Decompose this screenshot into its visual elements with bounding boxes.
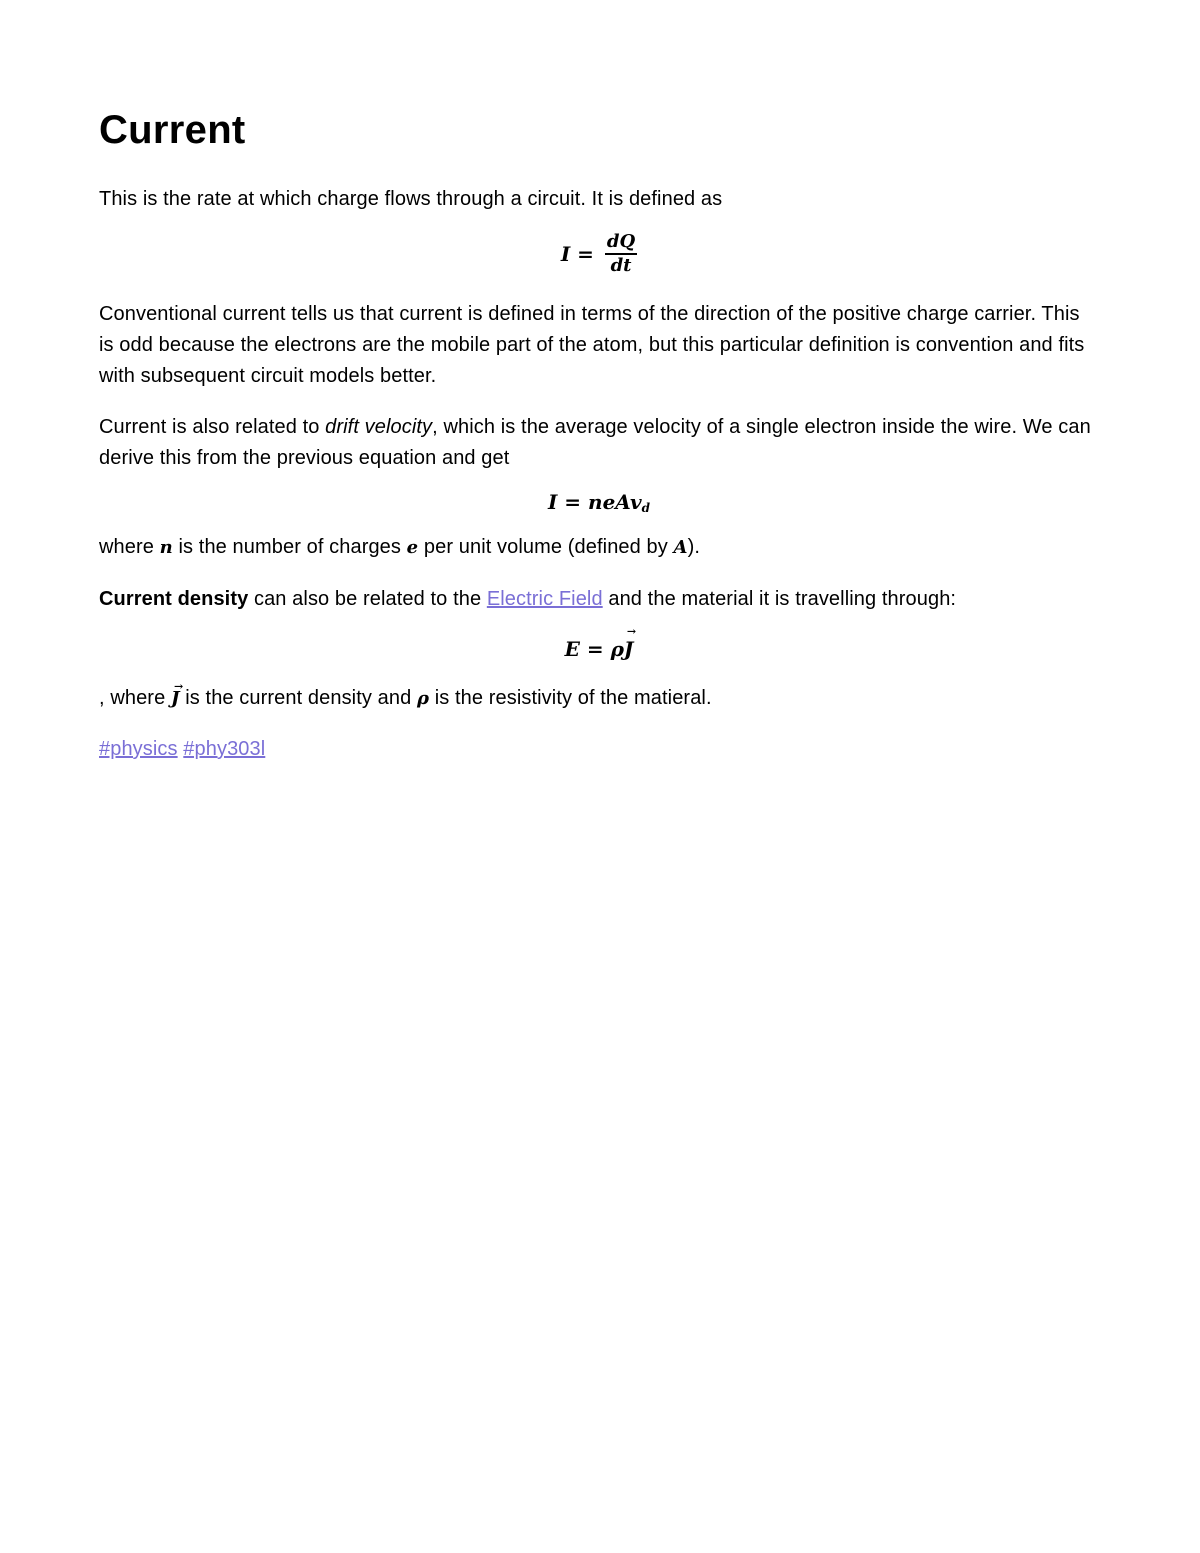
electric-field-link[interactable]: Electric Field — [486, 588, 603, 610]
vector-arrow-icon: → — [173, 680, 184, 693]
math-variable-a: A — [673, 537, 688, 558]
text-segment: , which is the average velocity of a single electron inside the wire. We can derive this from the previous equation and get — [99, 416, 1091, 469]
text-segment: is the resistivity of the matieral. — [429, 687, 712, 709]
fraction — [605, 232, 637, 276]
text-segment: per unit volume (defined by — [418, 536, 674, 558]
math-variable-n: n — [159, 537, 173, 558]
text-segment: is the current density and — [179, 687, 417, 709]
text-segment: where — [99, 536, 160, 558]
text-segment: ). — [687, 536, 700, 558]
drift-velocity-equation — [99, 490, 1099, 515]
drift-velocity-term: drift velocity — [325, 416, 433, 438]
vector-symbol: J — [623, 637, 634, 661]
definition-paragraph: This is the rate at which charge flows through a circuit. It is defined as — [99, 188, 723, 210]
current-density-term: Current density — [99, 588, 249, 610]
drift-velocity-paragraph — [99, 412, 1099, 474]
math-variable-e: e — [406, 537, 419, 558]
text-segment: can also be related to the — [248, 588, 487, 610]
fraction-denominator: dt — [610, 255, 632, 276]
math-vector-j — [170, 680, 184, 714]
vector-j — [623, 625, 637, 661]
tag-phy303l-link[interactable]: #phy303l — [183, 738, 266, 760]
field-equation — [99, 625, 1099, 661]
equation-subscript: d — [641, 501, 651, 515]
text-segment: and the material it is travelling through: — [602, 588, 957, 610]
equation-lhs: I = — [560, 242, 594, 266]
resistivity-paragraph — [99, 680, 1099, 714]
vector-arrow-icon: → — [626, 625, 637, 638]
fraction-numerator: dQ — [605, 232, 637, 255]
current-density-paragraph — [99, 584, 1099, 615]
equation-main: I = neAv — [547, 490, 642, 514]
equation-lhs: E = ρ — [564, 637, 624, 661]
text-segment: is the number of charges — [172, 536, 407, 558]
tags-line — [99, 734, 1099, 765]
tag-physics-link[interactable]: #physics — [99, 738, 178, 760]
page-title: Current — [99, 108, 246, 152]
vector-symbol: J — [170, 688, 180, 709]
current-equation — [99, 232, 1099, 276]
variables-paragraph — [99, 532, 1099, 563]
conventional-current-paragraph: Conventional current tells us that current is defined in terms of the direction of the positive charge carrier. This is odd because the electrons are the mobile part of the atom, but this particular definition is convention and fits with subsequent circuit models better. — [99, 303, 1085, 387]
text-segment: Current is also related to — [99, 416, 326, 438]
text-segment: , where — [99, 687, 171, 709]
math-variable-rho: ρ — [416, 688, 430, 709]
